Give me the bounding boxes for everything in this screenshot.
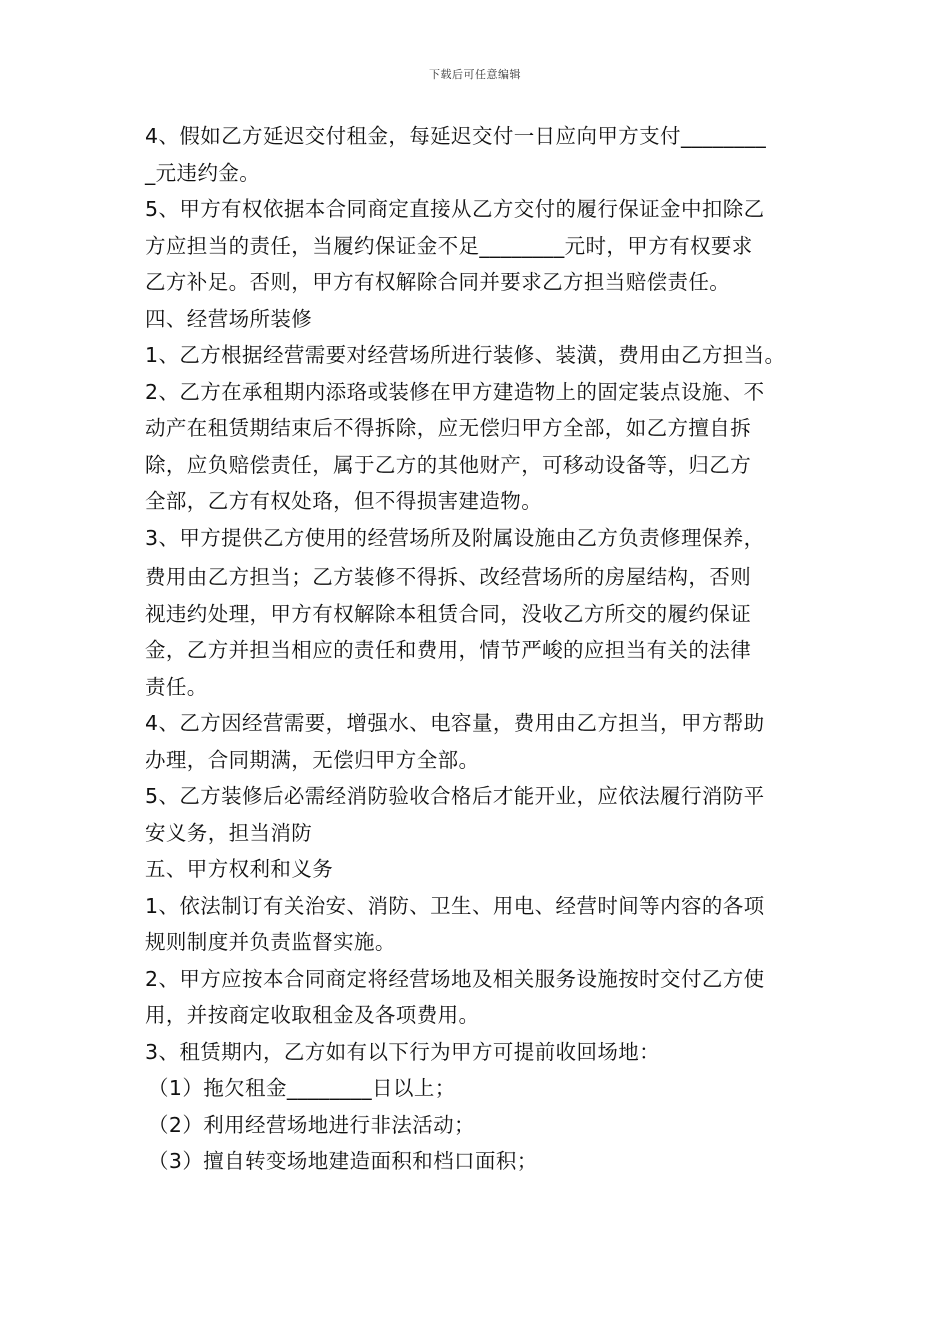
paragraph-line: _元违约金。 — [145, 160, 261, 185]
paragraph-line: 费用由乙方担当；乙方装修不得拆、改经营场所的房屋结构，否则 — [145, 565, 752, 589]
paragraph-line: 除，应负赔偿责任，属于乙方的其他财产，可移动设备等，归乙方 — [145, 452, 752, 477]
paragraph-line: 安义务，担当消防 — [145, 820, 313, 845]
page-header-note: 下载后可任意编辑 — [429, 68, 521, 81]
paragraph-line: 乙方补足。否则，甲方有权解除合同并要求乙方担当赔偿责任。 — [145, 270, 731, 294]
paragraph-line: 5、乙方装修后必需经消防验收合格后才能开业，应依法履行消防平 — [145, 784, 765, 808]
paragraph-line: 5、甲方有权依据本合同商定直接从乙方交付的履行保证金中扣除乙 — [145, 197, 765, 221]
paragraph-line: 3、甲方提供乙方使用的经营场所及附属设施由乙方负责修理保养， — [145, 525, 765, 550]
paragraph-line: 办理，合同期满，无偿归甲方全部。 — [145, 747, 480, 772]
section-heading: 四、经营场所装修 — [145, 306, 313, 331]
paragraph-line: 视违约处理，甲方有权解除本租赁合同，没收乙方所交的履约保证 — [145, 601, 752, 626]
paragraph-line: 3、租赁期内，乙方如有以下行为甲方可提前收回场地： — [145, 1039, 661, 1064]
paragraph-line: 金，乙方并担当相应的责任和费用，情节严峻的应担当有关的法律 — [145, 638, 752, 662]
list-item: （2）利用经营场地进行非法活动； — [148, 1112, 475, 1137]
paragraph-line: 用，并按商定收取租金及各项费用。 — [145, 1003, 480, 1027]
paragraph-line: 责任。 — [145, 674, 208, 699]
paragraph-line: 4、假如乙方延迟交付租金，每延迟交付一日应向甲方支付________ — [145, 124, 767, 148]
paragraph-line: 2、乙方在承租期内添珞或装修在甲方建造物上的固定装点设施、不 — [145, 379, 765, 404]
paragraph-line: 1、依法制订有关治安、消防、卫生、用电、经营时间等内容的各项 — [145, 893, 765, 918]
contract-body — [145, 118, 825, 1180]
paragraph-line: 1、乙方根据经营需要对经营场所进行装修、装潢，费用由乙方担当。 — [145, 343, 786, 367]
paragraph-line: 全部，乙方有权处珞，但不得损害建造物。 — [145, 489, 543, 513]
paragraph-line: 2、甲方应按本合同商定将经营场地及相关服务设施按时交付乙方使 — [145, 966, 765, 991]
paragraph-line: 规则制度并负责监督实施。 — [145, 930, 396, 954]
paragraph-line: 4、乙方因经营需要，增强水、电容量，费用由乙方担当，甲方帮助 — [145, 711, 765, 735]
paragraph-line: 方应担当的责任，当履约保证金不足________元时，甲方有权要求 — [145, 233, 753, 258]
list-item: （3）擅自转变场地建造面积和档口面积； — [148, 1149, 538, 1173]
paragraph-line: 动产在租赁期结束后不得拆除，应无偿归甲方全部，如乙方擅自拆 — [145, 416, 752, 440]
list-item: （1）拖欠租金________日以上； — [148, 1076, 456, 1100]
section-heading: 五、甲方权利和义务 — [145, 857, 334, 881]
